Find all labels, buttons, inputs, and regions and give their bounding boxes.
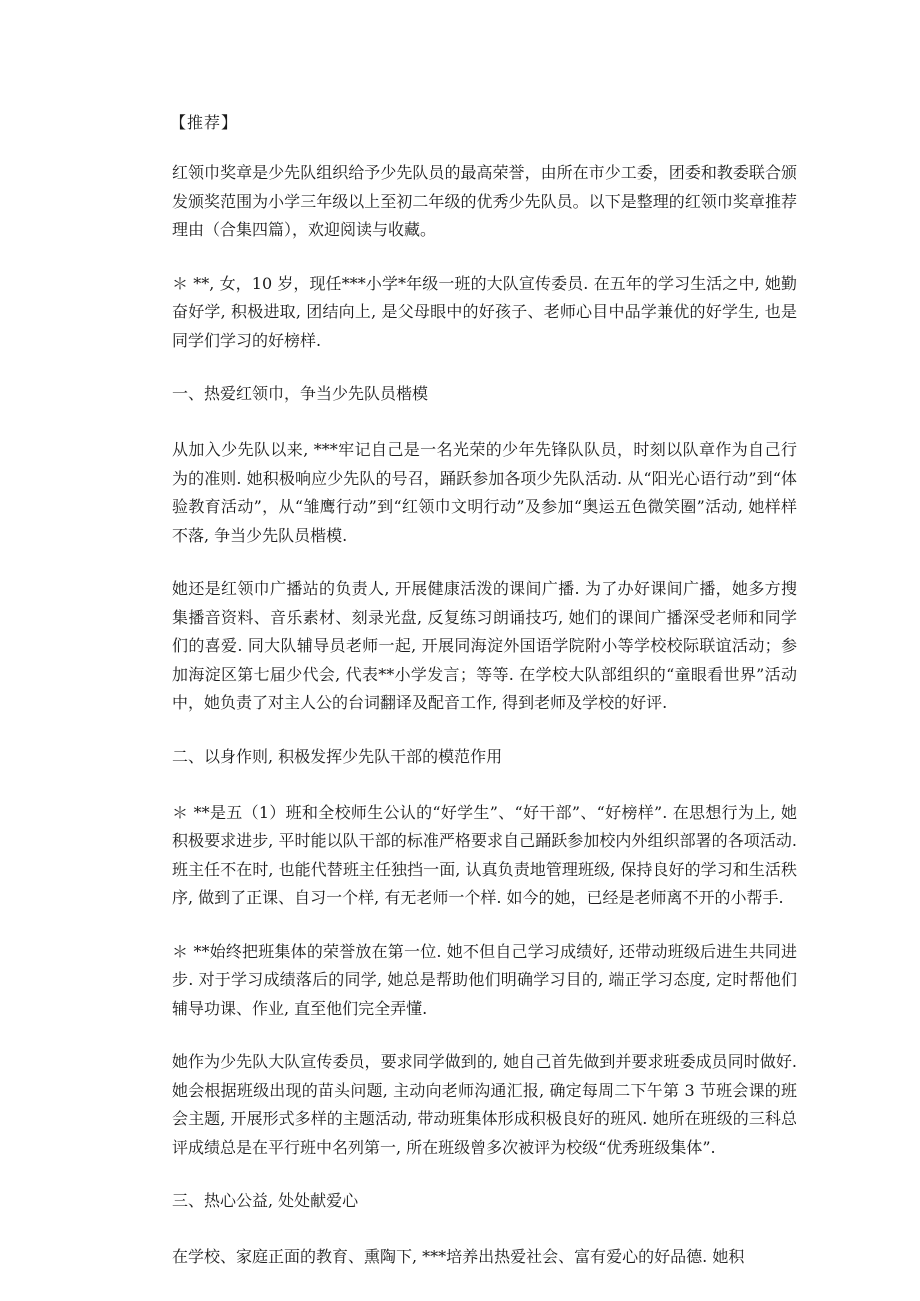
body-paragraph: 在学校、家庭正面的教育、熏陶下, ***培养出热爱社会、富有爱心的好品德. 她积: [172, 1247, 745, 1266]
body-paragraph: 她还是红领巾广播站的负责人, 开展健康活泼的课间广播. 为了办好课间广播，她多方搜集播音资料、音乐素材、刻录光盘, 反复练习朗诵技巧, 她们的课间广播深受老师和同学们的喜爱. 同大队辅导员老师一起, 开展同海淀外国语学院附小等学校校际联谊活动；参加海淀区第七届少代会, 代表**小学发言；等等. 在学校大队部组织的“童眼看世界”活动中，她负责了对主人公的台词翻译及配音工作, 得到老师及学校的好评.: [172, 579, 797, 712]
recommend-tag: 【推荐】: [170, 113, 239, 132]
body-paragraph: 从加入少先队以来, ***牢记自己是一名光荣的少年先锋队队员，时刻以队章作为自己行为的准则. 她积极响应少先队的号召，踊跃参加各项少先队活动. 从“阳光心语行动”到“体验教育活动”，从“雏鹰行动”到“红领巾文明行动”及参加“奥运五色微笑圈”活动, 她样样不落, 争当少先队员楷模.: [172, 440, 797, 545]
intro-paragraph: 红领巾奖章是少先队组织给予少先队员的最高荣誉，由所在市少工委，团委和教委联合颁发颁奖范围为小学三年级以上至初二年级的优秀少先队员。以下是整理的红领巾奖章推荐理由（合集四篇），欢迎阅读与收藏。: [172, 163, 797, 239]
body-paragraph: 她作为少先队大队宣传委员，要求同学做到的, 她自己首先做到并要求班委成员同时做好. 她会根据班级出现的苗头问题, 主动向老师沟通汇报, 确定每周二下午第 3 节班会课的班会主题, 开展形式多样的主题活动, 带动班集体形成积极良好的班风. 她所在班级的三科总评成绩总是在平行班中名列第一, 所在班级曾多次被评为校级“优秀班级集体”.: [172, 1052, 797, 1157]
document-body: [172, 113, 797, 1297]
section-heading-2: 二、以身作则, 积极发挥少先队干部的模范作用: [172, 746, 503, 766]
section-heading-1: 一、热爱红领巾，争当少先队员楷模: [172, 384, 429, 403]
profile-paragraph: ＊ **, 女，10 岁，现任***小学*年级一班的大队宣传委员. 在五年的学习生活之中, 她勤奋好学, 积极进取, 团结向上, 是父母眼中的好孩子、老师心目中品学兼优的好学生, 也是同学们学习的好榜样.: [172, 273, 797, 350]
body-paragraph: ＊ **是五（1）班和全校师生公认的“好学生”、“好干部”、“好榜样”. 在思想行为上, 她积极要求进步, 平时能以队干部的标准严格要求自己踊跃参加校内外组织部署的各项活动. 班主任不在时, 也能代替班主任独挡一面, 认真负责地管理班级, 保持良好的学习和生活秩序, 做到了正课、自习一个样, 有无老师一个样. 如今的她，已经是老师离不开的小帮手.: [172, 802, 797, 907]
section-heading-3: 三、热心公益, 处处献爱心: [172, 1191, 359, 1210]
body-paragraph: ＊ **始终把班集体的荣誉放在第一位. 她不但自己学习成绩好, 还带动班级后进生共同进步. 对于学习成绩落后的同学, 她总是帮助他们明确学习目的, 端正学习态度, 定时帮他们辅导功课、作业, 直至他们完全弄懂.: [172, 941, 797, 1018]
